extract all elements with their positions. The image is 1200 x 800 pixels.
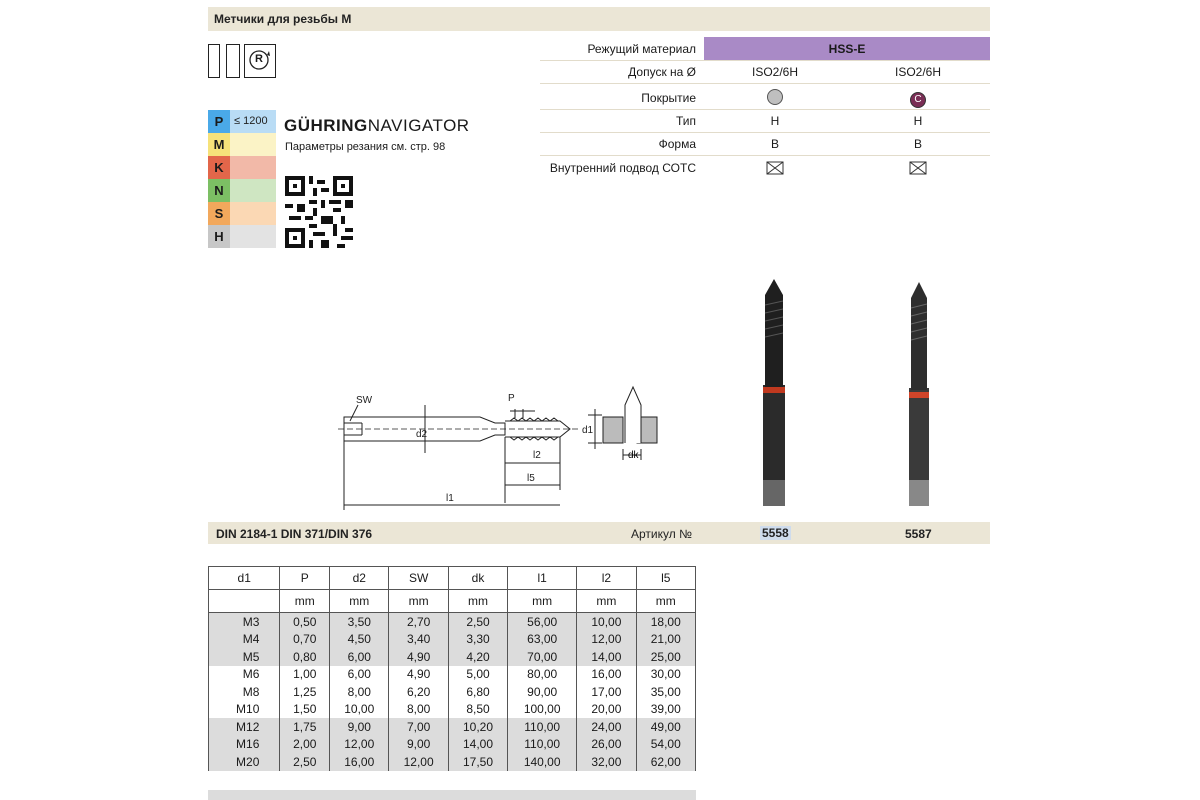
- table-cell: 30,00: [636, 666, 695, 684]
- material-n-bar: [230, 179, 276, 202]
- table-cell: 80,00: [508, 666, 577, 684]
- table-row: [209, 648, 696, 666]
- table-cell: M3: [209, 613, 280, 631]
- logo-bold-text: GÜHRING: [284, 116, 368, 135]
- table-cell: 17,00: [577, 683, 636, 701]
- article-5587[interactable]: 5587: [905, 527, 932, 541]
- table-cell: 0,50: [280, 613, 330, 631]
- table-cell: 6,20: [389, 683, 448, 701]
- table-cell: 5,00: [448, 666, 507, 684]
- dim-sw: SW: [356, 395, 373, 406]
- table-cell: 35,00: [636, 683, 695, 701]
- prop-value-1: H: [770, 114, 780, 128]
- table-cell: M8: [209, 683, 280, 701]
- rotation-symbol-box: [244, 44, 276, 78]
- material-p-note: ≤ 1200: [234, 115, 268, 127]
- table-cell: 14,00: [577, 648, 636, 666]
- dimensions-table: [208, 566, 696, 771]
- prop-label: Режущий материал: [587, 42, 696, 56]
- header-d1: d1: [209, 567, 280, 590]
- table-cell: 4,20: [448, 648, 507, 666]
- tap-photo-5558: [755, 275, 795, 510]
- unit-cell: mm: [508, 590, 577, 613]
- standard-label: DIN 2184-1 DIN 371/DIN 376: [216, 527, 373, 541]
- article-label: Артикул №: [631, 527, 692, 541]
- table-cell: 9,00: [330, 718, 389, 736]
- material-m-bar: [230, 133, 276, 156]
- table-cell: 110,00: [508, 718, 577, 736]
- table-cell: 16,00: [330, 753, 389, 771]
- table-cell: 39,00: [636, 701, 695, 719]
- header-sw: SW: [389, 567, 448, 590]
- material-s-bar: [230, 202, 276, 225]
- material-p-bar: [230, 110, 276, 133]
- title-bar: [208, 7, 990, 31]
- table-cell: 26,00: [577, 736, 636, 754]
- table-cell: 7,00: [389, 718, 448, 736]
- table-cell: 70,00: [508, 648, 577, 666]
- table-cell: 2,70: [389, 613, 448, 631]
- dim-dk: dk: [628, 450, 639, 461]
- table-cell: 24,00: [577, 718, 636, 736]
- table-cell: 0,70: [280, 631, 330, 649]
- table-cell: 12,00: [389, 753, 448, 771]
- no-coolant-icon: [858, 161, 978, 178]
- table-units-row: [209, 590, 696, 613]
- standard-bar: [208, 522, 990, 544]
- hss-e-band: [704, 37, 990, 60]
- coating-c-label: C: [910, 92, 926, 108]
- coating-c-icon: [858, 91, 978, 108]
- prop-label: Допуск на Ø: [628, 65, 696, 79]
- header-l2: l2: [577, 567, 636, 590]
- table-cell: 100,00: [508, 701, 577, 719]
- prop-label: Внутренний подвод СОТС: [549, 161, 696, 175]
- table-cell: 25,00: [636, 648, 695, 666]
- unit-cell: [209, 590, 280, 613]
- table-cell: 8,00: [389, 701, 448, 719]
- material-h: H: [208, 225, 230, 248]
- prop-type-row: [540, 109, 990, 133]
- table-cell: 3,30: [448, 631, 507, 649]
- material-h-bar: [230, 225, 276, 248]
- table-cell: 12,00: [577, 631, 636, 649]
- unit-cell: mm: [330, 590, 389, 613]
- table-cell: 62,00: [636, 753, 695, 771]
- table-cell: 63,00: [508, 631, 577, 649]
- dim-p: P: [508, 393, 515, 404]
- table-cell: 110,00: [508, 736, 577, 754]
- table-cell: 49,00: [636, 718, 695, 736]
- table-header-row: [209, 567, 696, 590]
- table-row: [209, 736, 696, 754]
- dk-section-drawing: [595, 385, 665, 465]
- dim-d2: d2: [416, 429, 428, 440]
- table-cell: 140,00: [508, 753, 577, 771]
- table-cell: 6,80: [448, 683, 507, 701]
- table-cell: 6,00: [330, 666, 389, 684]
- hss-e-value: HSS-E: [828, 42, 866, 56]
- table-cell: 10,00: [330, 701, 389, 719]
- prop-value-2: H: [913, 114, 923, 128]
- r-symbol: R: [255, 53, 263, 65]
- table-cell: 21,00: [636, 631, 695, 649]
- material-n: N: [208, 179, 230, 202]
- symbol-box-2: [226, 44, 240, 78]
- table-cell: 9,00: [389, 736, 448, 754]
- prop-coating-row: [540, 86, 990, 110]
- table-row: [209, 701, 696, 719]
- table-cell: 1,50: [280, 701, 330, 719]
- table-row: [209, 613, 696, 631]
- table-cell: M12: [209, 718, 280, 736]
- table-cell: 14,00: [448, 736, 507, 754]
- table-cell: 1,25: [280, 683, 330, 701]
- dim-l2: l2: [533, 450, 541, 461]
- prop-tolerance-row: [540, 60, 990, 84]
- header-d2: d2: [330, 567, 389, 590]
- prop-form-row: [540, 132, 990, 156]
- table-cell: M16: [209, 736, 280, 754]
- table-cell: 16,00: [577, 666, 636, 684]
- material-s: S: [208, 202, 230, 225]
- unit-cell: mm: [280, 590, 330, 613]
- header-l5: l5: [636, 567, 695, 590]
- header-l1: l1: [508, 567, 577, 590]
- prop-label: Покрытие: [641, 91, 696, 105]
- dim-d1: d1: [582, 425, 594, 436]
- table-cell: 3,40: [389, 631, 448, 649]
- coating-uncoated-icon: [715, 91, 835, 108]
- tap-photo-5587: [900, 280, 940, 510]
- table-cell: 56,00: [508, 613, 577, 631]
- table-cell: 10,00: [577, 613, 636, 631]
- table-cell: 2,50: [448, 613, 507, 631]
- table-cell: 90,00: [508, 683, 577, 701]
- table-cell: 8,00: [330, 683, 389, 701]
- table-cell: 4,50: [330, 631, 389, 649]
- table-cell: 17,50: [448, 753, 507, 771]
- table-cell: 18,00: [636, 613, 695, 631]
- table-cell: 6,00: [330, 648, 389, 666]
- material-m: M: [208, 133, 230, 156]
- table-footer-strip: [208, 790, 696, 800]
- table-cell: 32,00: [577, 753, 636, 771]
- dim-l1: l1: [446, 493, 454, 504]
- unit-cell: mm: [389, 590, 448, 613]
- prop-value-1: B: [770, 137, 779, 151]
- table-row: [209, 683, 696, 701]
- table-cell: 4,90: [389, 666, 448, 684]
- table-cell: 2,00: [280, 736, 330, 754]
- table-cell: M4: [209, 631, 280, 649]
- prop-label: Форма: [658, 137, 696, 151]
- material-k-bar: [230, 156, 276, 179]
- qr-code[interactable]: [285, 176, 353, 248]
- table-cell: 10,20: [448, 718, 507, 736]
- table-cell: 3,50: [330, 613, 389, 631]
- table-row: [209, 718, 696, 736]
- guhring-navigator-logo: [284, 116, 470, 136]
- header-p: P: [280, 567, 330, 590]
- table-cell: 4,90: [389, 648, 448, 666]
- prop-label: Тип: [675, 114, 696, 128]
- table-row: [209, 753, 696, 771]
- unit-cell: mm: [636, 590, 695, 613]
- table-cell: 54,00: [636, 736, 695, 754]
- prop-value-2: B: [913, 137, 922, 151]
- table-row: [209, 666, 696, 684]
- table-cell: M5: [209, 648, 280, 666]
- table-cell: M20: [209, 753, 280, 771]
- table-cell: 0,80: [280, 648, 330, 666]
- table-cell: M6: [209, 666, 280, 684]
- table-cell: 20,00: [577, 701, 636, 719]
- table-cell: 8,50: [448, 701, 507, 719]
- prop-value-2: ISO2/6H: [894, 65, 942, 79]
- logo-light-text: NAVIGATOR: [367, 116, 470, 135]
- prop-cutting-material-row: [540, 37, 990, 61]
- table-cell: 12,00: [330, 736, 389, 754]
- cutting-params-note: Параметры резания см. стр. 98: [285, 141, 446, 153]
- prop-coolant-row: [540, 156, 990, 179]
- unit-cell: mm: [448, 590, 507, 613]
- page-title: Метчики для резьбы М: [214, 12, 352, 26]
- unit-cell: mm: [577, 590, 636, 613]
- article-5558[interactable]: 5558: [762, 526, 789, 540]
- table-cell: 2,50: [280, 753, 330, 771]
- table-row: [209, 631, 696, 649]
- table-cell: M10: [209, 701, 280, 719]
- symbol-box-1: [208, 44, 220, 78]
- table-cell: 1,75: [280, 718, 330, 736]
- header-dk: dk: [448, 567, 507, 590]
- table-cell: 1,00: [280, 666, 330, 684]
- no-coolant-icon: [715, 161, 835, 178]
- prop-value-1: ISO2/6H: [751, 65, 799, 79]
- material-k: K: [208, 156, 230, 179]
- material-p: P: [208, 110, 230, 133]
- dim-l5: l5: [527, 473, 535, 484]
